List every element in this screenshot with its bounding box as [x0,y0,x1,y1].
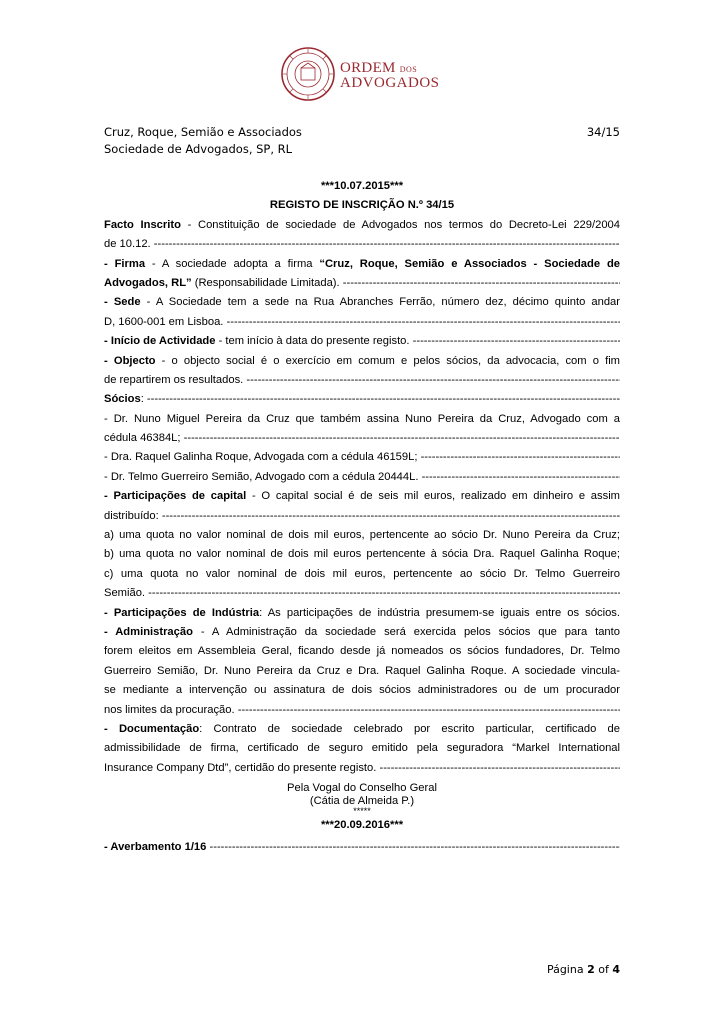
administracao-2: forem eleitos em Assembleia Geral, ficando desde já nomeados os sócios fundadores, Dr. Telmo [104,645,620,658]
objecto: - Objecto - o objecto social é o exercício em comum e pelos sócios, da advocacia, com o fim [104,354,620,367]
socio-1-cont: cédula 46384L; ----- [104,429,620,448]
participacoes-industria: - Participações de Indústria: As participações de indústria presumem-se iguais entre os sócios. [104,606,620,619]
administracao: - Administração - A Administração da sociedade será exercida pelos sócios que para tanto [104,625,620,638]
page-number: Página 2 of 4 [546,963,620,976]
quota-b: b) uma quota no valor nominal de dois mil euros pertencente à sócia Dra. Raquel Galinha Roque; [104,548,620,561]
ordem-seal-icon [280,44,336,104]
averbamento-heading: - Averbamento 1/16 ----- [104,838,620,857]
participacoes-capital-cont: distribuído: ----- [104,507,620,526]
quota-c-cont: Semião. ----- [104,584,620,603]
socio-1: - Dr. Nuno Miguel Pereira da Cruz que também assina Nuno Pereira da Cruz, Advogado com a [104,412,620,425]
separator-stars: ***** [353,807,371,817]
socio-2: - Dra. Raquel Galinha Roque, Advogada com a cédula 46159L; ----- [104,448,620,467]
inicio-actividade: - Início de Actividade - tem início à data do presente registo. ----- [104,332,620,351]
signature-line-2: (Cátia de Almeida P.) [309,794,415,807]
quota-c: c) uma quota no valor nominal de dois mil euros, pertencente ao sócio Dr. Telmo Guerreiro [104,567,620,580]
logo-text-ordem: ORDEM DOS [340,60,418,76]
logo-text-advogados: ADVOGADOS [340,75,440,91]
sede-cont: D, 1600-001 em Lisboa. ----- [104,313,620,332]
quota-a: a) uma quota no valor nominal de dois mil euros, pertencente ao sócio Dr. Nuno Pereira da Cruz; [104,529,620,542]
documentacao: - Documentação: Contrato de sociedade celebrado por escrito particular, certificado de [104,722,620,735]
objecto-cont: de repartirem os resultados. ----- [104,371,620,390]
document-title: REGISTO DE INSCRIÇÃO N.º 34/15 [269,199,455,212]
signature-line-1: Pela Vogal do Conselho Geral [287,782,437,795]
registration-ref: 34/15 [586,125,620,139]
firm-name-line2: Sociedade de Advogados, SP, RL [104,142,293,156]
date-averbamento: ***20.09.2016*** [320,819,404,832]
participacoes-capital: - Participações de capital - O capital social é de seis mil euros, realizado em dinheiro e assim [104,490,620,503]
socios-heading: Sócios: ----- [104,390,620,409]
firma: - Firma - A sociedade adopta a firma “Cruz, Roque, Semião e Associados - Sociedade de [104,257,620,270]
facto-inscrito-cont: de 10.12. ----- [104,235,620,254]
socio-3: - Dr. Telmo Guerreiro Semião, Advogado com a cédula 20444L. ----- [104,468,620,487]
registration-document [104,177,620,857]
firma-cont: Advogados, RL” (Responsabilidade Limitada). ----- [104,274,620,293]
administracao-3: Guerreiro Semião, Dr. Nuno Pereira da Cruz e Dra. Raquel Galinha Roque. A sociedade vincula- [104,664,620,677]
documentacao-3: Insurance Company Dtd”, certidão do presente registo. ----- [104,759,620,778]
ordem-advogados-logo [280,44,450,106]
firm-name-line1: Cruz, Roque, Semião e Associados [104,125,302,139]
administracao-5: nos limites da procuração. ----- [104,701,620,720]
date-header: ***10.07.2015*** [320,180,404,192]
documentacao-2: admissibilidade de firma, certificado de seguro emitido pela seguradora “Markel International [104,742,620,755]
administracao-4: se mediante a intervenção ou assinatura de dois sócios administradores ou de um procurador [104,684,620,697]
facto-inscrito: Facto Inscrito - Constituição de sociedade de Advogados nos termos do Decreto-Lei 229/2004 [104,218,620,231]
sede: - Sede - A Sociedade tem a sede na Rua Abranches Ferrão, número dez, décimo quinto andar [104,296,620,309]
